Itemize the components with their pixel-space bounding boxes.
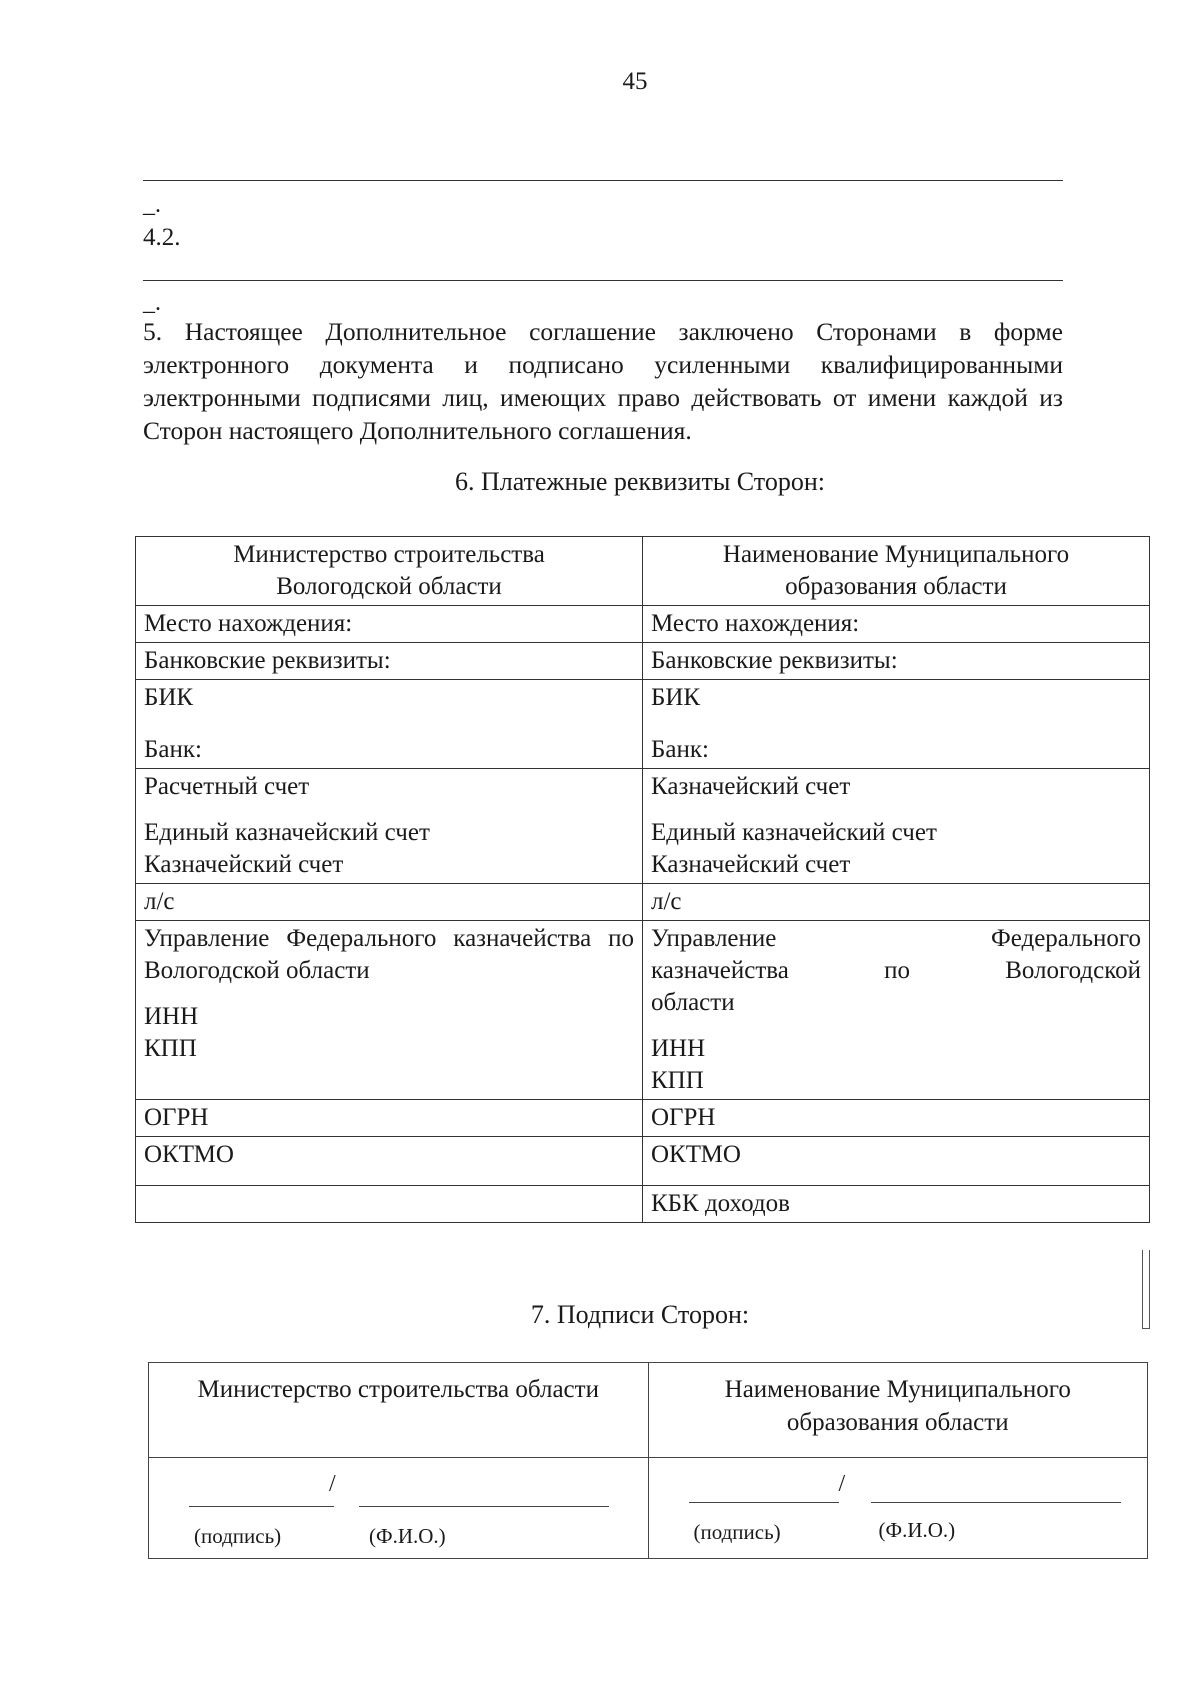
signatures-table (148, 1362, 1148, 1559)
name-caption: (Ф.И.О.) (369, 1524, 446, 1548)
ministry-header (136, 537, 643, 606)
header-line: Наименование Муниципального (722, 541, 1070, 568)
bank-label: Банк: (651, 736, 709, 763)
clause-tail: _. (143, 192, 161, 218)
section-7-title: 7. Подписи Сторон: (530, 1300, 750, 1329)
table-row (136, 769, 1150, 884)
municipality-signature-header (648, 1363, 1148, 1458)
municipality-signature-cell (648, 1458, 1148, 1559)
signature-caption: (подпись) (693, 1520, 781, 1544)
inn-label: ИНН (144, 1003, 199, 1030)
signature-slash: / (838, 1471, 846, 1497)
bank-details-label: Банковские реквизиты: (643, 643, 1150, 680)
table-row (136, 606, 1150, 643)
signature-caption: (подпись) (194, 1524, 282, 1548)
blank-line-4-2 (143, 280, 1063, 281)
header-line: Вологодской области (276, 573, 502, 600)
bank-cell (643, 680, 1150, 769)
paragraph-5: 5. Настоящее Дополнительное соглашение заключено Сторонами в форме электронного документа и подписано усиленными квалифицированными электронными подписями лиц, имеющих право действовать от имени каждой из Сторон настоящего Дополнительного соглашения. (143, 317, 1063, 445)
single-treasury-account-label: Единый казначейский счет (144, 819, 430, 846)
ufk-cell (136, 921, 643, 1100)
location-label: Место нахождения: (136, 606, 643, 643)
bank-cell (136, 680, 643, 769)
kbk-label: КБК доходов (643, 1186, 1150, 1223)
table-row (149, 1458, 1148, 1559)
header-line: образования области (785, 573, 1007, 600)
ufk-label-line (651, 923, 1141, 955)
treasury-account-label: Казначейский счет (651, 851, 851, 878)
kpp-label: КПП (651, 1067, 704, 1094)
clause-4-2-number: 4.2. (143, 224, 181, 251)
signature-line (189, 1506, 334, 1507)
header-line: Министерство строительства области (197, 1376, 599, 1403)
ministry-signature-cell (149, 1458, 649, 1559)
bank-label: Банк: (144, 736, 202, 763)
empty-cell (136, 1186, 643, 1223)
ufk-word: по (884, 957, 910, 984)
accounts-cell (643, 769, 1150, 884)
ogrn-label: ОГРН (136, 1100, 643, 1137)
oktmo-label: ОКТМО (643, 1137, 1150, 1186)
page-number: 45 (622, 68, 648, 95)
oktmo-label: ОКТМО (136, 1137, 643, 1186)
blank-line-4-1 (143, 180, 1063, 181)
municipality-header (643, 537, 1150, 606)
personal-account-label: л/с (136, 884, 643, 921)
ufk-label-line (651, 955, 1141, 987)
header-line: образования области (786, 1409, 1009, 1436)
table-row (136, 884, 1150, 921)
ufk-word: области (651, 989, 735, 1016)
signature-slash: / (329, 1471, 336, 1497)
name-caption: (Ф.И.О.) (878, 1518, 956, 1542)
treasury-account-label: Казначейский счет (651, 773, 851, 800)
clause-tail: _. (143, 290, 161, 316)
table-row (136, 1137, 1150, 1186)
table-row (136, 921, 1150, 1100)
payment-requisites-table (135, 536, 1150, 1223)
table-row (136, 1186, 1150, 1223)
ufk-word: Федерального (990, 925, 1141, 952)
accounts-cell (136, 769, 643, 884)
signature-line (689, 1502, 839, 1503)
kpp-label: КПП (144, 1035, 197, 1062)
settlement-account-label: Расчетный счет (144, 773, 310, 800)
table-row (136, 1100, 1150, 1137)
bank-details-label: Банковские реквизиты: (136, 643, 643, 680)
location-label: Место нахождения: (643, 606, 1150, 643)
header-line: Министерство строительства (233, 541, 545, 568)
ogrn-label: ОГРН (643, 1100, 1150, 1137)
personal-account-label: л/с (643, 884, 1150, 921)
ufk-word: Вологодской (1005, 957, 1141, 984)
bik-label: БИК (144, 684, 194, 711)
single-treasury-account-label: Единый казначейский счет (651, 819, 937, 846)
table-row (136, 643, 1150, 680)
treasury-account-label: Казначейский счет (144, 851, 344, 878)
ufk-word: казначейства (651, 957, 789, 984)
table-row (136, 680, 1150, 769)
bik-label: БИК (651, 684, 701, 711)
name-line (359, 1506, 609, 1507)
name-line (871, 1502, 1121, 1503)
table-row (136, 537, 1150, 606)
section-6-title: 6. Платежные реквизиты Сторон: (455, 467, 825, 496)
header-line: Наименование Муниципального (724, 1376, 1071, 1403)
table-row (149, 1363, 1148, 1458)
ufk-label: Управление Федерального казначейства по Вологодской области (144, 925, 634, 984)
inn-label: ИНН (651, 1035, 706, 1062)
ufk-cell (643, 921, 1150, 1100)
ministry-signature-header (149, 1363, 649, 1458)
ufk-word: Управление (651, 925, 777, 952)
